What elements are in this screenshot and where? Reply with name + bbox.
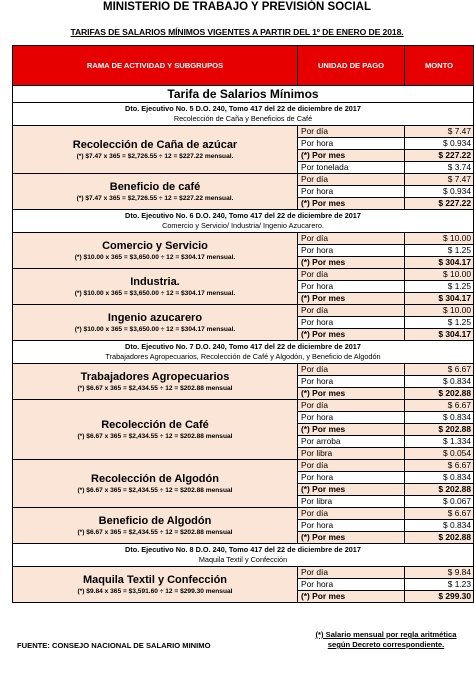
payment-amount: $ 6.67: [405, 364, 474, 376]
payment-amount: $ 304.17: [405, 257, 474, 269]
category-cell: [13, 126, 298, 174]
rate-row: [13, 508, 474, 520]
document-subtitle: TARIFAS DE SALARIOS MÍNIMOS VIGENTES A PARTIR DEL 1º DE ENERO DE 2018.: [70, 27, 404, 37]
payment-amount: $ 10.00: [405, 269, 474, 281]
payment-unit: (*) Por mes: [298, 591, 405, 603]
category-cell: [13, 400, 298, 460]
rate-row: [13, 460, 474, 472]
decree-subtitle: Maquila Textil y Confección: [198, 555, 288, 564]
payment-amount: $ 1.25: [405, 317, 474, 329]
category-formula: (*) $6.67 x 365 = $2,434.55 ÷ 12 = $202.88 mensual: [77, 384, 233, 392]
payment-amount: $ 0.834: [405, 520, 474, 532]
category-name: Recolección de Caña de azúcar: [72, 138, 238, 151]
decree-title: Dto. Ejecutivo No. 7 D.O. 240, Tomo 417 del 22 de diciembre de 2017: [125, 342, 361, 351]
rate-row: [13, 364, 474, 376]
category-formula: (*) $6.67 x 365 = $2,434.55 ÷ 12 = $202.88 mensual: [77, 528, 233, 536]
payment-amount: $ 304.17: [405, 329, 474, 341]
payment-unit: Por hora: [298, 412, 405, 424]
payment-unit: (*) Por mes: [298, 198, 405, 210]
rate-row: [13, 400, 474, 412]
decree-row: [13, 341, 474, 364]
category-formula: (*) $6.67 x 365 = $2,434.55 ÷ 12 = $202.88 mensual: [77, 486, 233, 494]
decree-subtitle: Trabajadores Agropecuarios, Recolección de Café y Algodón, y Beneficio de Algodón: [105, 352, 381, 361]
payment-amount: $ 227.22: [405, 198, 474, 210]
payment-unit: Por día: [298, 400, 405, 412]
payment-unit: Por libra: [298, 448, 405, 460]
payment-unit: Por hora: [298, 520, 405, 532]
decree-title: Dto. Ejecutivo No. 5 D.O. 240, Tomo 417 del 22 de diciembre de 2017: [125, 104, 361, 113]
payment-unit: Por hora: [298, 281, 405, 293]
payment-amount: $ 0.834: [405, 412, 474, 424]
payment-unit: Por día: [298, 508, 405, 520]
rate-row: [13, 233, 474, 245]
payment-unit: Por hora: [298, 317, 405, 329]
payment-amount: $ 0.934: [405, 186, 474, 198]
payment-unit: Por día: [298, 126, 405, 138]
payment-amount: $ 1.334: [405, 436, 474, 448]
payment-amount: $ 7.47: [405, 174, 474, 186]
ministry-title: MINISTERIO DE TRABAJO Y PREVISIÓN SOCIAL: [103, 1, 371, 13]
payment-unit: Por libra: [298, 496, 405, 508]
payment-unit: Por hora: [298, 579, 405, 591]
payment-unit: Por día: [298, 269, 405, 281]
payment-unit: Por hora: [298, 472, 405, 484]
payment-amount: $ 0.067: [405, 496, 474, 508]
payment-amount: $ 1.25: [405, 281, 474, 293]
payment-unit: Por día: [298, 364, 405, 376]
payment-unit: (*) Por mes: [298, 329, 405, 341]
category-cell: [13, 364, 298, 400]
payment-amount: $ 202.88: [405, 484, 474, 496]
category-cell: [13, 460, 298, 508]
decree-cell: [13, 210, 474, 233]
payment-unit: (*) Por mes: [298, 257, 405, 269]
rate-row: [13, 174, 474, 186]
category-name: Comercio y Servicio: [102, 239, 208, 252]
payment-unit: Por hora: [298, 138, 405, 150]
category-name: Industria.: [130, 275, 180, 288]
category-formula: (*) $10.00 x 365 = $3,650.00 ÷ 12 = $304.17 mensual.: [74, 325, 236, 333]
payment-unit: Por día: [298, 305, 405, 317]
payment-unit: Por arroba: [298, 436, 405, 448]
decree-title: Dto. Ejecutivo No. 8 D.O. 240, Tomo 417 del 22 de diciembre de 2017: [125, 545, 361, 554]
payment-unit: Por hora: [298, 186, 405, 198]
footnote: [294, 630, 474, 650]
payment-amount: $ 299.30: [405, 591, 474, 603]
payment-amount: $ 6.67: [405, 460, 474, 472]
payment-unit: Por día: [298, 460, 405, 472]
payment-amount: $ 0.834: [405, 376, 474, 388]
rate-row: [13, 567, 474, 579]
footnote-line-1: (*) Salario mensual por regla aritmética: [315, 630, 457, 639]
rate-row: [13, 269, 474, 281]
category-formula: (*) $6.67 x 365 = $2,434.55 ÷ 12 = $202.88 mensual: [77, 432, 233, 440]
column-header-activity: RAMA DE ACTIVIDAD Y SUBGRUPOS: [13, 46, 298, 86]
column-header-amount: MONTO: [405, 46, 474, 86]
decree-row: [13, 544, 474, 567]
table-header-row: [13, 46, 474, 86]
payment-unit: (*) Por mes: [298, 484, 405, 496]
payment-amount: $ 6.67: [405, 508, 474, 520]
decree-cell: [13, 103, 474, 126]
category-cell: [13, 269, 298, 305]
category-name: Ingenio azucarero: [107, 311, 203, 324]
payment-amount: $ 202.88: [405, 388, 474, 400]
payment-amount: $ 10.00: [405, 305, 474, 317]
category-formula: (*) $10.00 x 365 = $3,650.00 ÷ 12 = $304.17 mensual.: [74, 289, 236, 297]
category-cell: [13, 233, 298, 269]
category-formula: (*) $7.47 x 365 = $2,726.55 ÷ 12 = $227.22 mensual.: [76, 152, 234, 160]
rate-row: [13, 305, 474, 317]
category-name: Recolección de Algodón: [91, 472, 219, 485]
payment-amount: $ 202.88: [405, 424, 474, 436]
payment-amount: $ 304.17: [405, 293, 474, 305]
footnote-line-2: según Decreto correspondiente.: [327, 640, 445, 649]
decree-title: Dto. Ejecutivo No. 6 D.O. 240, Tomo 417 del 22 de diciembre de 2017: [125, 211, 361, 220]
decree-row: [13, 103, 474, 126]
payment-unit: (*) Por mes: [298, 424, 405, 436]
payment-amount: $ 1.25: [405, 245, 474, 257]
decree-subtitle: Comercio y Servicio/ Industria/ Ingenio Azucarero.: [162, 221, 324, 230]
table-title: Tarifa de Salarios Mínimos: [13, 86, 474, 103]
category-name: Recolección de Café: [101, 418, 209, 431]
column-header-unit: UNIDAD DE PAGO: [298, 46, 405, 86]
category-name: Maquila Textil y Confección: [82, 573, 228, 586]
category-cell: [13, 174, 298, 210]
category-name: Trabajadores Agropecuarios: [80, 370, 230, 383]
payment-amount: $ 0.054: [405, 448, 474, 460]
payment-unit: (*) Por mes: [298, 150, 405, 162]
category-formula: (*) $9.84 x 365 = $3,591.60 ÷ 12 = $299.30 mensual: [77, 587, 233, 595]
payment-unit: Por tonelada: [298, 162, 405, 174]
payment-amount: $ 7.47: [405, 126, 474, 138]
category-cell: [13, 567, 298, 603]
payment-unit: Por día: [298, 174, 405, 186]
payment-amount: $ 10.00: [405, 233, 474, 245]
decree-subtitle: Recolección de Caña y Beneficios de Café: [173, 114, 313, 123]
decree-cell: [13, 544, 474, 567]
rate-row: [13, 126, 474, 138]
source-note: FUENTE: CONSEJO NACIONAL DE SALARIO MINIMO: [17, 641, 211, 650]
payment-unit: (*) Por mes: [298, 293, 405, 305]
table-title-row: [13, 86, 474, 103]
payment-amount: $ 9.84: [405, 567, 474, 579]
payment-unit: Por hora: [298, 245, 405, 257]
payment-amount: $ 227.22: [405, 150, 474, 162]
category-cell: [13, 305, 298, 341]
payment-amount: $ 1.23: [405, 579, 474, 591]
payment-amount: $ 202.88: [405, 532, 474, 544]
payment-unit: (*) Por mes: [298, 532, 405, 544]
payment-amount: $ 0.834: [405, 472, 474, 484]
payment-unit: (*) Por mes: [298, 388, 405, 400]
payment-unit: Por día: [298, 233, 405, 245]
salary-table: [12, 45, 474, 603]
category-name: Beneficio de Algodón: [98, 514, 212, 527]
category-name: Beneficio de café: [109, 180, 201, 193]
category-formula: (*) $10.00 x 365 = $3,650.00 ÷ 12 = $304.17 mensual.: [74, 253, 236, 261]
payment-amount: $ 6.67: [405, 400, 474, 412]
payment-amount: $ 0.934: [405, 138, 474, 150]
decree-cell: [13, 341, 474, 364]
category-cell: [13, 508, 298, 544]
category-formula: (*) $7.47 x 365 = $2,726.55 ÷ 12 = $227.22 mensual.: [76, 194, 234, 202]
payment-unit: Por día: [298, 567, 405, 579]
payment-unit: Por hora: [298, 376, 405, 388]
decree-row: [13, 210, 474, 233]
payment-amount: $ 3.74: [405, 162, 474, 174]
